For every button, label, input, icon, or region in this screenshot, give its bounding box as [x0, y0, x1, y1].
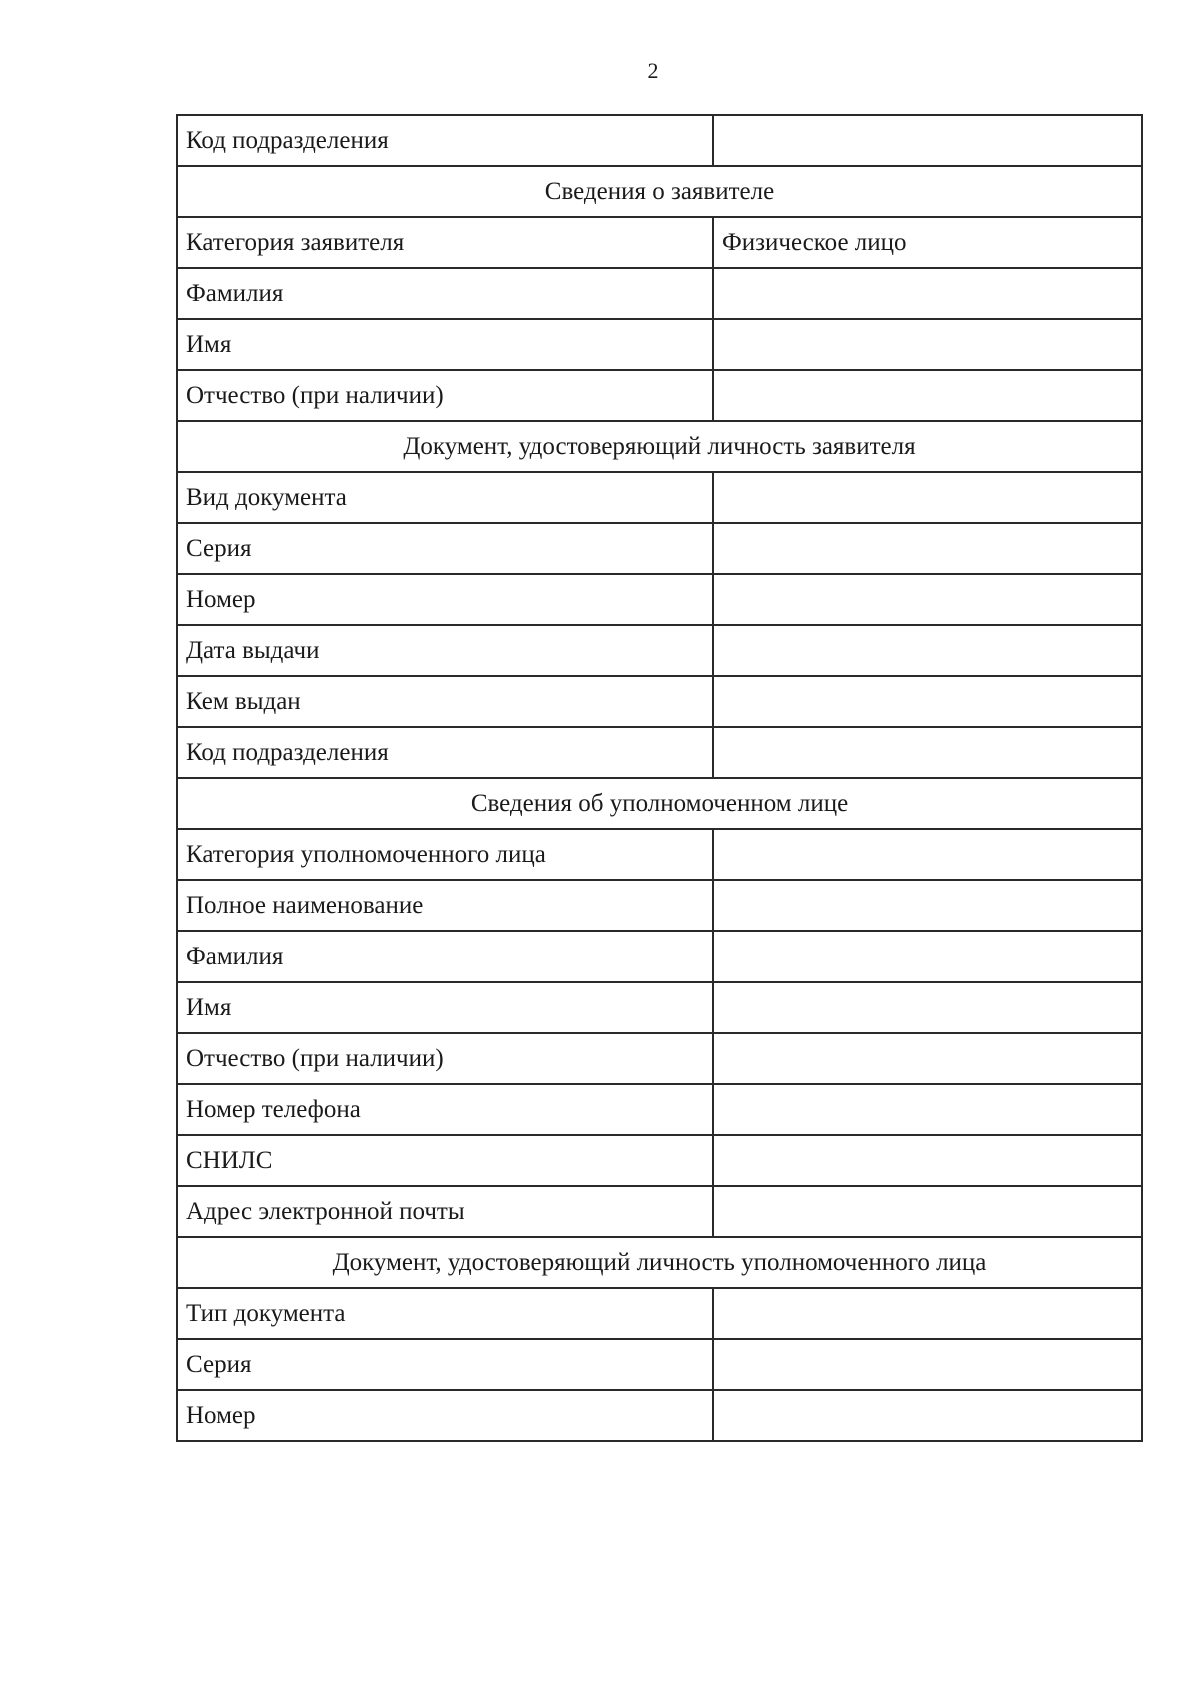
field-label: Дата выдачи	[177, 625, 713, 676]
field-value[interactable]	[713, 1135, 1142, 1186]
form-field-row	[177, 370, 1142, 421]
field-value[interactable]	[713, 880, 1142, 931]
application-form-table	[176, 114, 1143, 1442]
form-field-row	[177, 676, 1142, 727]
form-field-row	[177, 625, 1142, 676]
field-label: Серия	[177, 1339, 713, 1390]
form-field-row	[177, 727, 1142, 778]
form-field-row	[177, 1033, 1142, 1084]
field-value[interactable]	[713, 982, 1142, 1033]
form-field-row	[177, 472, 1142, 523]
field-label: Кем выдан	[177, 676, 713, 727]
field-value[interactable]	[713, 472, 1142, 523]
form-field-row	[177, 523, 1142, 574]
form-field-row	[177, 1135, 1142, 1186]
form-field-row	[177, 268, 1142, 319]
field-value[interactable]	[713, 574, 1142, 625]
field-value[interactable]	[713, 268, 1142, 319]
field-label: Фамилия	[177, 931, 713, 982]
field-value[interactable]	[713, 523, 1142, 574]
form-field-row	[177, 931, 1142, 982]
section-header-row	[177, 166, 1142, 217]
section-header-row	[177, 778, 1142, 829]
field-label: Полное наименование	[177, 880, 713, 931]
field-value[interactable]	[713, 1390, 1142, 1441]
field-value[interactable]	[713, 115, 1142, 166]
section-title: Документ, удостоверяющий личность уполномоченного лица	[177, 1237, 1142, 1288]
field-value[interactable]	[713, 829, 1142, 880]
field-label: Серия	[177, 523, 713, 574]
field-label: Номер телефона	[177, 1084, 713, 1135]
form-field-row	[177, 115, 1142, 166]
form-field-row	[177, 1390, 1142, 1441]
field-label: Категория уполномоченного лица	[177, 829, 713, 880]
field-label: Фамилия	[177, 268, 713, 319]
form-body	[177, 115, 1142, 1441]
field-value[interactable]	[713, 625, 1142, 676]
section-header-row	[177, 1237, 1142, 1288]
field-label: Номер	[177, 1390, 713, 1441]
field-value[interactable]	[713, 319, 1142, 370]
form-field-row	[177, 880, 1142, 931]
field-label: Категория заявителя	[177, 217, 713, 268]
form-field-row	[177, 829, 1142, 880]
section-header-row	[177, 421, 1142, 472]
field-value[interactable]	[713, 676, 1142, 727]
field-label: Имя	[177, 319, 713, 370]
field-label: Имя	[177, 982, 713, 1033]
form-field-row	[177, 1084, 1142, 1135]
field-value[interactable]	[713, 931, 1142, 982]
form-field-row	[177, 574, 1142, 625]
form-field-row	[177, 217, 1142, 268]
page-number: 2	[647, 58, 659, 83]
field-label: Адрес электронной почты	[177, 1186, 713, 1237]
field-value[interactable]	[713, 1186, 1142, 1237]
field-value[interactable]	[713, 370, 1142, 421]
field-value[interactable]	[713, 1033, 1142, 1084]
section-title: Сведения о заявителе	[177, 166, 1142, 217]
section-title: Документ, удостоверяющий личность заявителя	[177, 421, 1142, 472]
field-value[interactable]: Физическое лицо	[713, 217, 1142, 268]
field-value[interactable]	[713, 727, 1142, 778]
field-label: Код подразделения	[177, 727, 713, 778]
field-label: Отчество (при наличии)	[177, 370, 713, 421]
form-field-row	[177, 319, 1142, 370]
field-value[interactable]	[713, 1288, 1142, 1339]
field-value[interactable]	[713, 1339, 1142, 1390]
form-field-row	[177, 982, 1142, 1033]
field-label: Тип документа	[177, 1288, 713, 1339]
field-value[interactable]	[713, 1084, 1142, 1135]
form-field-row	[177, 1288, 1142, 1339]
form-field-row	[177, 1186, 1142, 1237]
field-label: Код подразделения	[177, 115, 713, 166]
form-field-row	[177, 1339, 1142, 1390]
section-title: Сведения об уполномоченном лице	[177, 778, 1142, 829]
field-label: СНИЛС	[177, 1135, 713, 1186]
field-label: Номер	[177, 574, 713, 625]
field-label: Отчество (при наличии)	[177, 1033, 713, 1084]
field-label: Вид документа	[177, 472, 713, 523]
